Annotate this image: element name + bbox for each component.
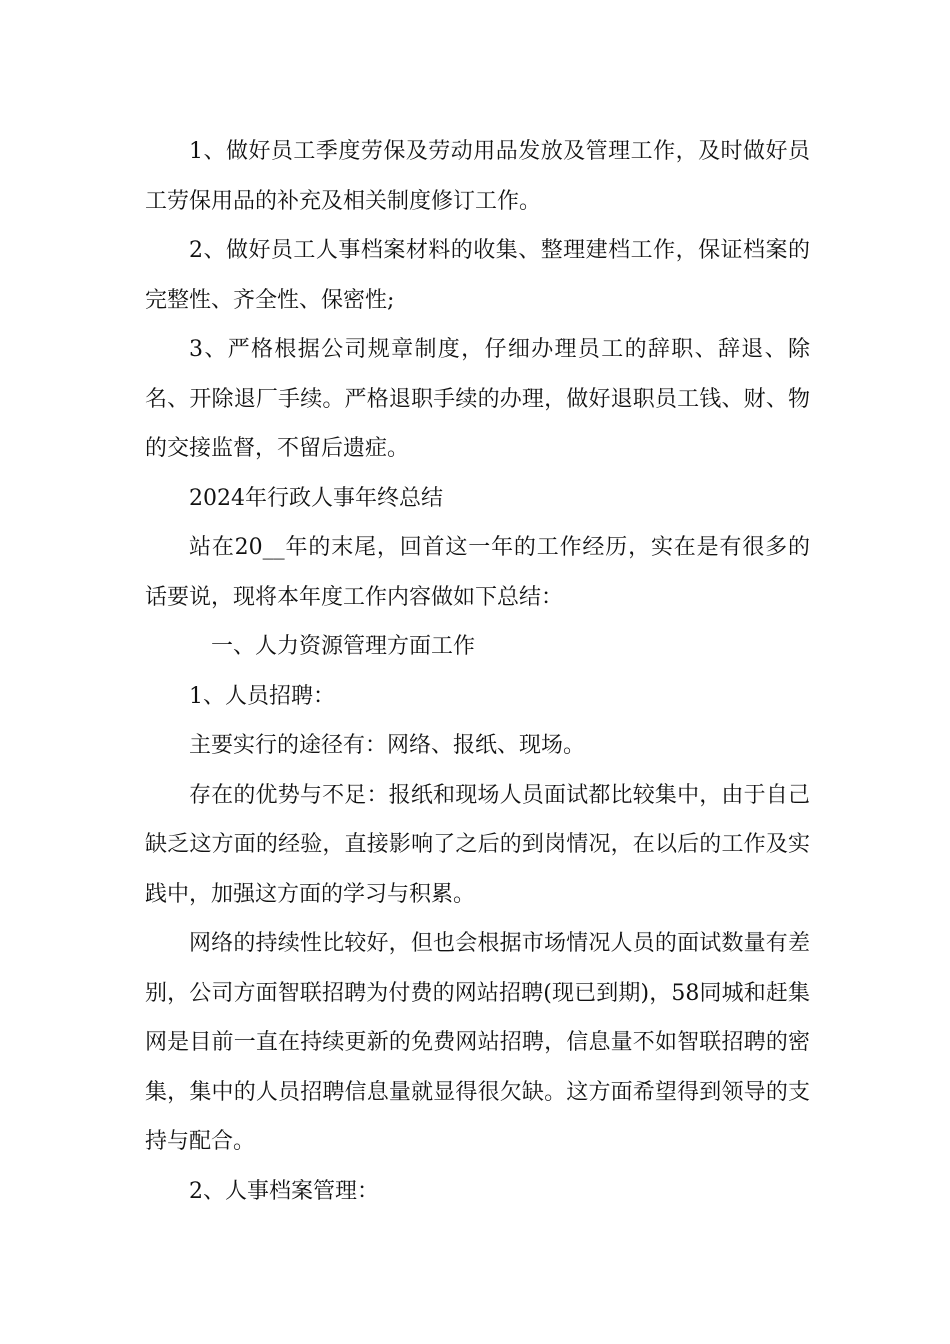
- paragraph-resignation-procedures: 3、严格根据公司规章制度，仔细办理员工的辞职、辞退、除名、开除退厂手续。严格退职手续的办理，做好退职员工钱、财、物的交接监督，不留后遗症。: [145, 337, 810, 461]
- subheading-archive-management: 2、人事档案管理：: [189, 1178, 379, 1204]
- section-heading-hr: 一、人力资源管理方面工作: [211, 634, 476, 659]
- paragraph-strengths-weaknesses: 存在的优势与不足：报纸和现场人员面试都比较集中，由于自己缺乏这方面的经验，直接影响了之后的到岗情况，在以后的工作及实践中，加强这方面的学习与积累。: [145, 782, 810, 907]
- subheading-recruitment: 1、人员招聘：: [189, 683, 335, 709]
- document-title: 2024年行政人事年终总结: [189, 485, 443, 511]
- document-body: [145, 127, 810, 1216]
- paragraph-personnel-files: 2、做好员工人事档案材料的收集、整理建档工作，保证档案的完整性、齐全性、保密性;: [145, 238, 810, 313]
- paragraph-introduction: 站在20__年的末尾，回首这一年的工作经历，实在是有很多的话要说，现将本年度工作内容做如下总结：: [145, 535, 810, 610]
- paragraph-recruitment-channels: 主要实行的途径有：网络、报纸、现场。: [189, 733, 586, 758]
- paragraph-labor-protection: 1、做好员工季度劳保及劳动用品发放及管理工作，及时做好员工劳保用品的补充及相关制度修订工作。: [145, 139, 810, 214]
- paragraph-online-recruitment: 网络的持续性比较好，但也会根据市场情况人员的面试数量有差别，公司方面智联招聘为付费的网站招聘(现已到期)，58同城和赶集网是目前一直在持续更新的免费网站招聘，信息量不如智联招聘的密集，集中的人员招聘信息量就显得很欠缺。这方面希望得到领导的支持与配合。: [145, 931, 810, 1154]
